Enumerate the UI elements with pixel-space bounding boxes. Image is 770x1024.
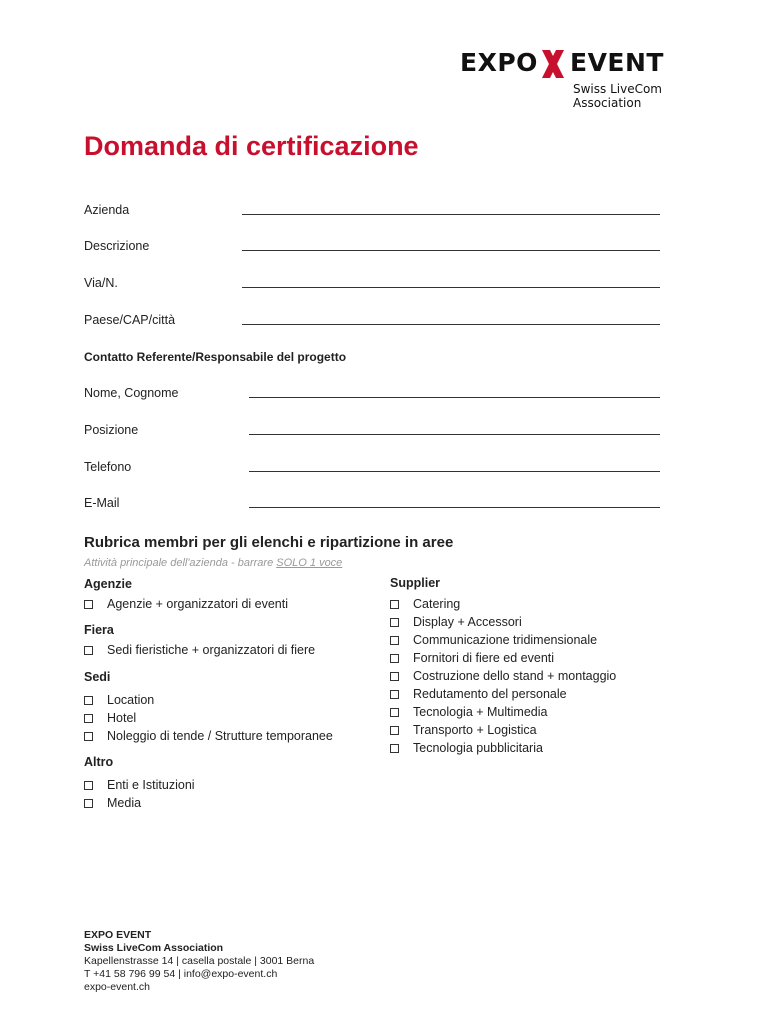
field-line-telefono[interactable] — [249, 471, 660, 472]
field-line-posizione[interactable] — [249, 434, 660, 435]
checkbox-label: Catering — [413, 597, 461, 611]
logo-subtitle-line1: Swiss LiveCom — [573, 82, 662, 96]
checkbox-icon[interactable] — [84, 714, 93, 723]
checkbox-label: Sedi fieristiche + organizzatori di fiere — [107, 643, 316, 657]
checkbox-item[interactable] — [84, 595, 288, 613]
checkbox-item[interactable] — [84, 776, 195, 794]
field-line-paese[interactable] — [242, 324, 660, 325]
checkbox-item[interactable] — [390, 595, 616, 613]
group-list-agenzie — [84, 595, 288, 613]
footer-address — [84, 929, 314, 994]
checkbox-item[interactable] — [390, 739, 616, 757]
logo-x-mark — [540, 50, 566, 78]
checkbox-icon[interactable] — [390, 708, 399, 717]
contact-heading: Contatto Referente/Responsabile del progetto — [84, 350, 347, 364]
checkbox-label: Redutamento del personale — [413, 687, 567, 701]
checkbox-label: Display + Accessori — [413, 615, 522, 629]
footer-org-subtitle: Swiss LiveCom Association — [84, 942, 224, 954]
section-title: Rubrica membri per gli elenchi e ripartizione in aree — [84, 534, 454, 551]
group-title-altro: Altro — [84, 755, 114, 769]
group-list-supplier — [390, 595, 616, 757]
checkbox-icon[interactable] — [84, 781, 93, 790]
checkbox-icon[interactable] — [390, 636, 399, 645]
checkbox-label: Enti e Istituzioni — [107, 778, 195, 792]
checkbox-item[interactable] — [84, 727, 333, 745]
checkbox-item[interactable] — [84, 691, 333, 709]
checkbox-icon[interactable] — [84, 696, 93, 705]
section-note-prefix: Attività principale dell'azienda - barrare — [84, 557, 277, 569]
field-label-nome: Nome, Cognome — [84, 386, 179, 400]
group-title-supplier: Supplier — [390, 576, 441, 590]
group-title-sedi: Sedi — [84, 670, 111, 684]
checkbox-icon[interactable] — [390, 744, 399, 753]
checkbox-label: Transporto + Logistica — [413, 723, 537, 737]
checkbox-item[interactable] — [84, 709, 333, 727]
page-title: Domanda di certificazione — [84, 131, 419, 161]
group-title-agenzie: Agenzie — [84, 577, 132, 591]
checkbox-icon[interactable] — [390, 600, 399, 609]
checkbox-icon[interactable] — [84, 600, 93, 609]
section-note-underlined: SOLO 1 voce — [276, 557, 343, 569]
logo-subtitle — [573, 82, 662, 110]
logo-word-event: EVENT — [570, 48, 664, 77]
checkbox-icon[interactable] — [84, 732, 93, 741]
checkbox-item[interactable] — [390, 631, 616, 649]
group-title-fiera: Fiera — [84, 623, 114, 637]
checkbox-icon[interactable] — [390, 618, 399, 627]
checkbox-item[interactable] — [390, 613, 616, 631]
field-label-posizione: Posizione — [84, 423, 139, 437]
checkbox-icon[interactable] — [390, 726, 399, 735]
checkbox-item[interactable] — [390, 667, 616, 685]
group-list-fiera — [84, 641, 315, 659]
checkbox-label: Location — [107, 693, 155, 707]
field-line-email[interactable] — [249, 507, 660, 508]
field-line-descrizione[interactable] — [242, 250, 660, 251]
checkbox-item[interactable] — [390, 685, 616, 703]
checkbox-icon[interactable] — [84, 799, 93, 808]
field-label-telefono: Telefono — [84, 460, 132, 474]
checkbox-icon[interactable] — [390, 690, 399, 699]
logo-word-expo: EXPO — [460, 48, 538, 77]
field-label-descrizione: Descrizione — [84, 239, 150, 253]
field-label-via: Via/N. — [84, 276, 118, 290]
checkbox-label: Tecnologia pubblicitaria — [413, 741, 543, 755]
checkbox-label: Media — [107, 796, 142, 810]
checkbox-icon[interactable] — [84, 646, 93, 655]
checkbox-label: Fornitori di fiere ed eventi — [413, 651, 555, 665]
checkbox-label: Hotel — [107, 711, 137, 725]
checkbox-label: Noleggio di tende / Strutture temporanee — [107, 729, 333, 743]
checkbox-label: Costruzione dello stand + montaggio — [413, 669, 617, 683]
footer-org-name: EXPO EVENT — [84, 929, 152, 941]
field-label-paese: Paese/CAP/città — [84, 313, 176, 327]
field-line-via[interactable] — [242, 287, 660, 288]
checkbox-icon[interactable] — [390, 654, 399, 663]
footer-contact: T +41 58 796 99 54 | info@expo-event.ch — [84, 968, 278, 980]
field-label-azienda: Azienda — [84, 203, 130, 217]
checkbox-label: Tecnologia + Multimedia — [413, 705, 548, 719]
checkbox-label: Communicazione tridimensionale — [413, 633, 598, 647]
checkbox-item[interactable] — [390, 721, 616, 739]
field-line-azienda[interactable] — [242, 214, 660, 215]
logo-subtitle-line2: Association — [573, 96, 642, 110]
footer-street: Kapellenstrasse 14 | casella postale | 3001 Berna — [84, 955, 315, 967]
section-note — [84, 557, 342, 569]
checkbox-label: Agenzie + organizzatori di eventi — [107, 597, 289, 611]
checkbox-item[interactable] — [84, 794, 195, 812]
group-list-altro — [84, 776, 195, 812]
checkbox-item[interactable] — [390, 649, 616, 667]
checkbox-item[interactable] — [390, 703, 616, 721]
checkbox-item[interactable] — [84, 641, 315, 659]
footer-website: expo-event.ch — [84, 981, 150, 993]
logo — [460, 44, 670, 114]
field-label-email: E-Mail — [84, 496, 120, 510]
group-list-sedi — [84, 691, 333, 745]
field-line-nome[interactable] — [249, 397, 660, 398]
checkbox-icon[interactable] — [390, 672, 399, 681]
